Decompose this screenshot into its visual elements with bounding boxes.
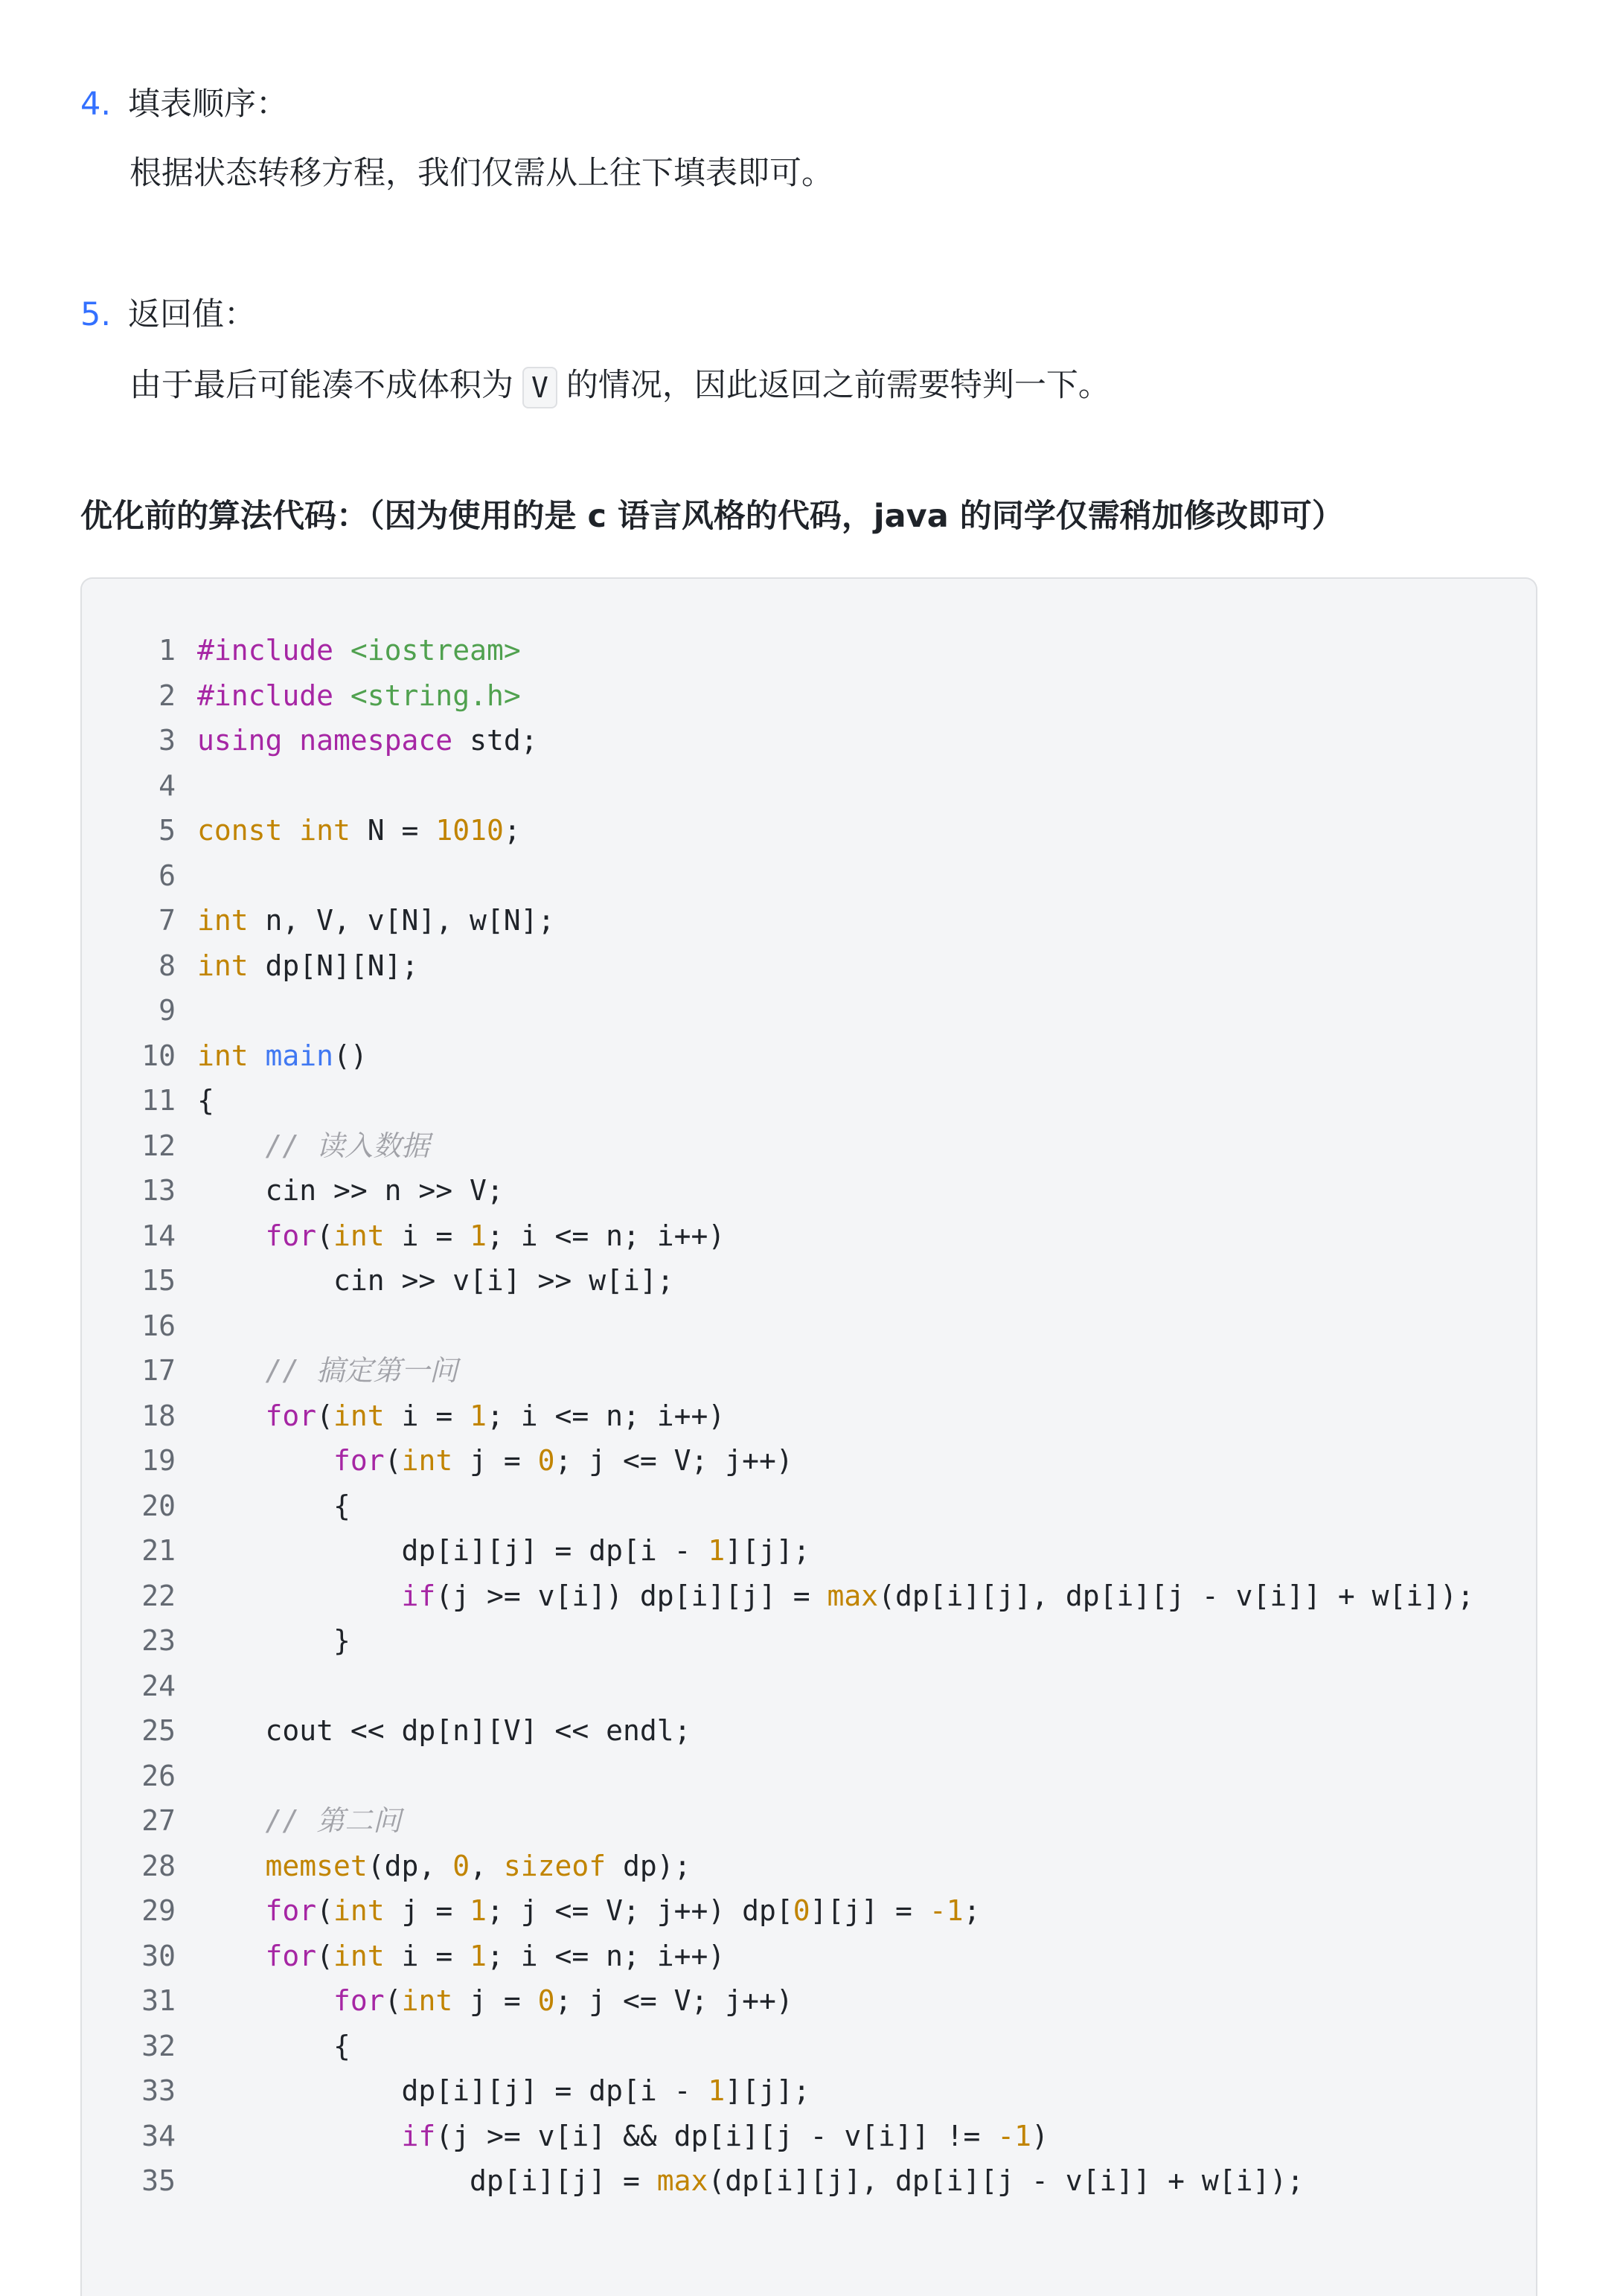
code-token: { — [197, 1084, 214, 1117]
line-number: 24 — [141, 1669, 176, 1702]
code-token: (j >= v[i]) dp[i][j] = — [435, 1579, 827, 1612]
code-token: ; — [963, 1894, 981, 1927]
code-token — [333, 679, 350, 712]
code-token: using — [197, 724, 283, 757]
code-token — [282, 724, 299, 757]
code-token: ][j]; — [725, 2074, 810, 2107]
code-token — [197, 1850, 266, 1882]
code-token: ( — [316, 1894, 334, 1927]
code-token: (dp[i][j], dp[i][j - v[i]] + w[i]); — [708, 2164, 1305, 2197]
code-token — [197, 1444, 333, 1477]
code-line — [82, 2068, 1536, 2114]
code-text — [197, 2068, 810, 2114]
list-item-title: 返回值： — [128, 296, 256, 333]
code-token: 0 — [793, 1894, 810, 1927]
code-token — [249, 1039, 266, 1072]
code-token: 1 — [470, 1894, 487, 1927]
code-text — [197, 1888, 980, 1934]
code-text — [197, 1484, 350, 1529]
code-text — [197, 1844, 691, 1889]
code-token: if — [401, 1579, 436, 1612]
code-line — [82, 1934, 1536, 1979]
code-token: if — [401, 2119, 436, 2152]
line-number: 2 — [159, 679, 176, 712]
code-token: dp[i][j] = — [197, 2164, 657, 2197]
code-token: ; j <= V; j++) — [554, 1984, 793, 2017]
code-line — [82, 1168, 1536, 1213]
list-item-title: 填表顺序： — [128, 86, 288, 123]
code-token: dp[N][N]; — [248, 949, 419, 982]
line-number: 4 — [159, 769, 176, 802]
line-number: 23 — [141, 1624, 176, 1657]
code-line — [82, 988, 1536, 1033]
code-token: int — [333, 1399, 385, 1432]
code-token: ( — [384, 1444, 402, 1477]
code-token: i = — [384, 1939, 470, 1972]
code-token: ( — [316, 1939, 334, 1972]
code-token: <string.h> — [350, 679, 521, 712]
line-number: 15 — [141, 1264, 176, 1297]
code-block[interactable] — [80, 577, 1537, 2296]
paragraph — [129, 363, 1110, 408]
line-number: 19 — [141, 1444, 176, 1477]
code-line — [82, 1798, 1536, 1844]
code-token: 1 — [470, 1939, 487, 1972]
code-token: ; i <= n; i++) — [486, 1399, 726, 1432]
list-number: 5. — [80, 296, 112, 333]
line-number: 11 — [141, 1084, 176, 1117]
line-number: 34 — [141, 2119, 176, 2152]
code-token — [197, 1580, 402, 1612]
code-token: (dp, — [367, 1849, 453, 1882]
code-line — [82, 898, 1536, 943]
line-number: 16 — [141, 1309, 176, 1342]
line-number: 8 — [159, 949, 176, 982]
code-token: ; j <= V; j++) — [554, 1444, 793, 1477]
code-line — [82, 1574, 1536, 1619]
code-token: 1 — [470, 1399, 487, 1432]
code-line — [82, 2024, 1536, 2069]
code-line — [82, 628, 1536, 673]
code-token: (j >= v[i] && dp[i][j - v[i]] != — [435, 2119, 998, 2152]
line-number: 22 — [141, 1579, 176, 1612]
inline-code: V — [522, 367, 557, 408]
code-token: 1010 — [435, 814, 504, 847]
line-number: 5 — [159, 814, 176, 847]
code-line — [82, 943, 1536, 989]
line-number: 7 — [159, 904, 176, 937]
code-token: cin >> v[i] >> w[i]; — [197, 1264, 674, 1297]
code-text — [197, 1394, 725, 1439]
code-line — [82, 808, 1536, 853]
code-token: ][j] = — [810, 1894, 929, 1927]
code-token — [197, 1894, 266, 1927]
code-token: const — [197, 814, 283, 847]
code-token: cin >> n >> V; — [197, 1174, 504, 1207]
code-line — [82, 1618, 1536, 1664]
code-token: int — [333, 1894, 385, 1927]
code-token: cout << dp[n][V] << endl; — [197, 1714, 691, 1747]
code-token: { — [197, 1489, 350, 1522]
code-line — [82, 673, 1536, 719]
code-token: for — [333, 1444, 385, 1477]
line-number: 21 — [141, 1534, 176, 1567]
code-token: // 读入数据 — [265, 1129, 430, 1162]
line-number: 20 — [141, 1489, 176, 1522]
code-line — [82, 1664, 1536, 1709]
code-token: #include — [197, 634, 334, 667]
code-line — [82, 1303, 1536, 1349]
code-token: () — [333, 1039, 368, 1072]
code-text — [197, 898, 554, 943]
code-line — [82, 1348, 1536, 1394]
code-line — [82, 1123, 1536, 1169]
line-number: 27 — [141, 1804, 176, 1837]
code-lines — [82, 628, 1536, 2204]
code-line — [82, 1033, 1536, 1079]
line-number: 13 — [141, 1174, 176, 1207]
code-token: dp[i][j] = dp[i - — [197, 1534, 708, 1567]
code-text — [197, 1078, 214, 1123]
code-text — [197, 808, 521, 853]
code-token — [197, 1219, 266, 1252]
code-token — [197, 2120, 402, 2152]
code-token — [197, 1399, 266, 1432]
code-token: 1 — [708, 2074, 726, 2107]
line-number: 35 — [141, 2164, 176, 2197]
line-number: 17 — [141, 1354, 176, 1387]
paragraph-text: 由于最后可能凑不成体积为 — [129, 367, 513, 404]
code-text — [197, 1348, 458, 1394]
code-token: } — [197, 1624, 350, 1657]
code-token: j = — [384, 1894, 470, 1927]
code-text — [197, 628, 521, 673]
line-number: 32 — [141, 2029, 176, 2062]
list-item-4 — [80, 82, 288, 126]
code-line — [82, 1754, 1536, 1799]
code-token: int — [299, 814, 350, 847]
list-number: 4. — [80, 86, 112, 123]
code-line — [82, 1708, 1536, 1754]
section-heading: 优化前的算法代码：（因为使用的是 c 语言风格的代码，java 的同学仅需稍加修改即可） — [80, 498, 1344, 535]
code-text — [197, 1574, 1474, 1619]
code-token: // 第二问 — [265, 1804, 402, 1837]
code-line — [82, 2158, 1536, 2204]
code-token: // 搞定第一问 — [265, 1354, 458, 1387]
code-token: int — [401, 1984, 453, 2017]
code-token: 1 — [470, 1219, 487, 1252]
code-line — [82, 1888, 1536, 1934]
code-text — [197, 1978, 793, 2024]
paragraph: 根据状态转移方程，我们仅需从上往下填表即可。 — [129, 155, 833, 192]
code-line — [82, 853, 1536, 899]
line-number: 3 — [159, 724, 176, 757]
code-line — [82, 1213, 1536, 1259]
code-token: ( — [384, 1984, 402, 2017]
code-token: dp); — [606, 1849, 691, 1882]
code-token: max — [656, 2164, 708, 2197]
code-line — [82, 1978, 1536, 2024]
code-text — [197, 1123, 429, 1169]
line-number: 30 — [141, 1939, 176, 1972]
code-token — [197, 1984, 333, 2017]
code-text — [197, 1258, 674, 1303]
code-token: dp[i][j] = dp[i - — [197, 2074, 708, 2107]
code-token: ( — [316, 1399, 334, 1432]
code-token: memset — [265, 1849, 368, 1882]
code-token: i = — [384, 1219, 470, 1252]
line-number: 9 — [159, 994, 176, 1027]
line-number: 33 — [141, 2074, 176, 2107]
code-token — [197, 1940, 266, 1972]
code-token: for — [265, 1219, 317, 1252]
code-text — [197, 2114, 1049, 2159]
code-line — [82, 1258, 1536, 1303]
code-token: sizeof — [503, 1849, 606, 1882]
code-token: namespace — [299, 724, 453, 757]
code-token — [197, 1129, 266, 1162]
code-token: int — [197, 904, 249, 937]
code-token: ; — [503, 814, 521, 847]
code-text — [197, 2158, 1304, 2204]
code-token: ; i <= n; i++) — [486, 1219, 726, 1252]
code-token — [197, 1354, 266, 1387]
code-token: 1 — [708, 1534, 726, 1567]
code-text — [197, 1708, 691, 1754]
code-token — [282, 814, 299, 847]
code-line — [82, 1484, 1536, 1529]
code-token: for — [265, 1939, 317, 1972]
code-token: int — [401, 1444, 453, 1477]
code-token: -1 — [997, 2119, 1032, 2152]
code-token: int — [333, 1219, 385, 1252]
code-token — [197, 1804, 266, 1837]
code-text — [197, 673, 521, 719]
code-token: int — [197, 1039, 249, 1072]
code-token: { — [197, 2029, 350, 2062]
line-number: 28 — [141, 1849, 176, 1882]
code-token: j = — [452, 1444, 538, 1477]
line-number: 12 — [141, 1129, 176, 1162]
code-token: <iostream> — [350, 634, 521, 667]
line-number: 6 — [159, 859, 176, 892]
code-token: max — [827, 1579, 879, 1612]
code-text — [197, 1528, 810, 1574]
code-token: ][j]; — [725, 1534, 810, 1567]
code-token: -1 — [929, 1894, 964, 1927]
paragraph-text: 的情况，因此返回之前需要特判一下。 — [566, 367, 1110, 404]
code-token: main — [265, 1039, 334, 1072]
code-token: 0 — [537, 1984, 555, 2017]
code-token: ( — [316, 1219, 334, 1252]
code-token — [333, 634, 350, 667]
line-number: 18 — [141, 1399, 176, 1432]
code-text — [197, 2024, 350, 2069]
code-token: n, V, v[N], w[N]; — [248, 904, 555, 937]
code-line — [82, 1438, 1536, 1484]
code-token: 0 — [452, 1849, 470, 1882]
code-token: j = — [452, 1984, 538, 2017]
code-text — [197, 1168, 504, 1213]
code-token: ; j <= V; j++) dp[ — [486, 1894, 793, 1927]
code-token: 0 — [537, 1444, 555, 1477]
line-number: 29 — [141, 1894, 176, 1927]
line-number: 14 — [141, 1219, 176, 1252]
code-text — [197, 1438, 793, 1484]
code-token: std; — [452, 724, 538, 757]
code-token: i = — [384, 1399, 470, 1432]
code-token: for — [265, 1894, 317, 1927]
code-token: int — [197, 949, 249, 982]
code-token: for — [265, 1399, 317, 1432]
code-text — [197, 1934, 725, 1979]
code-line — [82, 1844, 1536, 1889]
list-item-5 — [80, 292, 256, 337]
line-number: 26 — [141, 1759, 176, 1792]
code-token: , — [470, 1849, 504, 1882]
code-line — [82, 2114, 1536, 2159]
code-line — [82, 1394, 1536, 1439]
code-token: #include — [197, 679, 334, 712]
line-number: 10 — [141, 1039, 176, 1072]
code-text — [197, 718, 538, 763]
code-line — [82, 718, 1536, 763]
code-line — [82, 763, 1536, 809]
code-text — [197, 1213, 725, 1259]
code-token: ) — [1031, 2119, 1049, 2152]
code-line — [82, 1078, 1536, 1123]
line-number: 1 — [159, 634, 176, 667]
code-text — [197, 1033, 368, 1079]
code-token: (dp[i][j], dp[i][j - v[i]] + w[i]); — [878, 1579, 1474, 1612]
code-line — [82, 1528, 1536, 1574]
code-token: for — [333, 1984, 385, 2017]
code-token: N = — [350, 814, 436, 847]
code-text — [197, 1798, 401, 1844]
code-token: int — [333, 1939, 385, 1972]
code-token: ; i <= n; i++) — [486, 1939, 726, 1972]
line-number: 31 — [141, 1984, 176, 2017]
line-number: 25 — [141, 1714, 176, 1747]
code-text — [197, 1618, 350, 1664]
code-text — [197, 943, 418, 989]
